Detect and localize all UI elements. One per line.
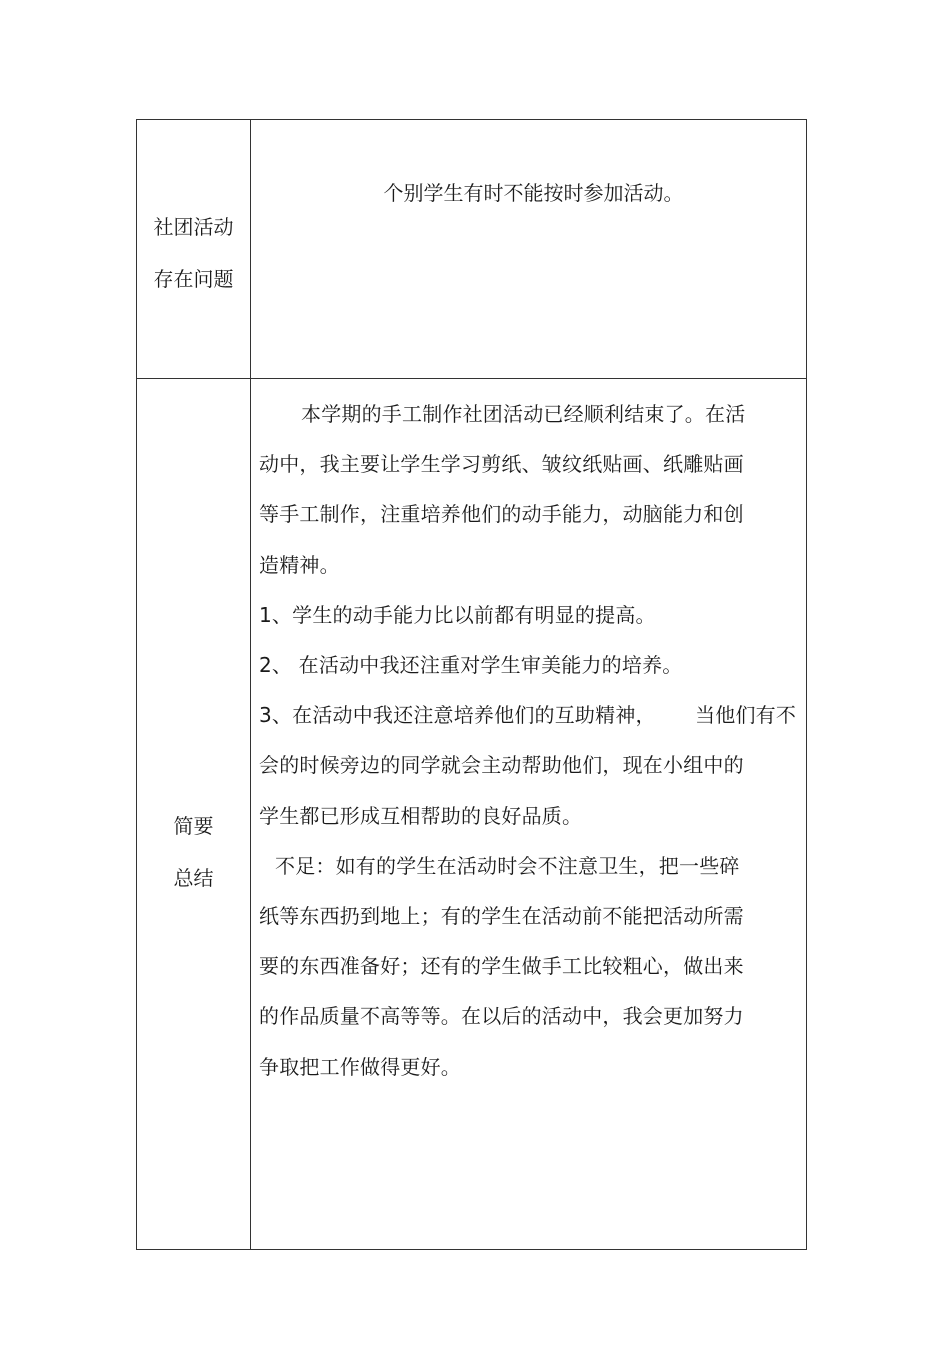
summary-line: 2、 在活动中我还注重对学生审美能力的培养。 (259, 653, 683, 678)
summary-line: 造精神。 (259, 552, 340, 577)
summary-line: 等手工制作，注重培养他们的动手能力，动脑能力和创 (259, 502, 744, 527)
problem-label-line2: 存在问题 (153, 267, 234, 291)
problem-text: 个别学生有时不能按时参加活动。 (383, 181, 684, 205)
problem-row (137, 120, 807, 379)
summary-line: 要的东西准备好；还有的学生做手工比较粗心，做出来 (259, 954, 744, 979)
summary-line: 学生都已形成互相帮助的良好品质。 (259, 803, 583, 828)
summary-label-line2: 总结 (173, 865, 214, 890)
summary-form-table (136, 119, 807, 1250)
summary-line: 会的时候旁边的同学就会主动帮助他们，现在小组中的 (259, 753, 744, 778)
summary-label-cell (137, 379, 251, 1250)
summary-line: 的作品质量不高等等。在以后的活动中，我会更加努力 (259, 1004, 744, 1029)
summary-line: 1、学生的动手能力比以前都有明显的提高。 (259, 602, 656, 627)
summary-text (251, 379, 806, 1092)
summary-line: 动中，我主要让学生学习剪纸、皱纹纸贴画、纸雕贴画 (259, 452, 744, 477)
summary-line: 本学期的手工制作社团活动已经顺利结束了。在活 (301, 402, 746, 426)
summary-line: 纸等东西扔到地上；有的学生在活动前不能把活动所需 (259, 904, 744, 929)
summary-content-cell (251, 379, 807, 1250)
summary-line: 争取把工作做得更好。 (259, 1054, 461, 1079)
summary-label-line1: 简要 (173, 813, 214, 838)
problem-label-line1: 社团活动 (153, 215, 234, 239)
summary-line: 3、在活动中我还注意培养他们的互助精神， 当他们有不 (259, 703, 797, 728)
problem-label-cell (137, 120, 251, 379)
summary-line: 不足：如有的学生在活动时会不注意卫生，把一些碎 (275, 853, 740, 878)
summary-row (137, 379, 807, 1250)
problem-content-cell (251, 120, 807, 379)
